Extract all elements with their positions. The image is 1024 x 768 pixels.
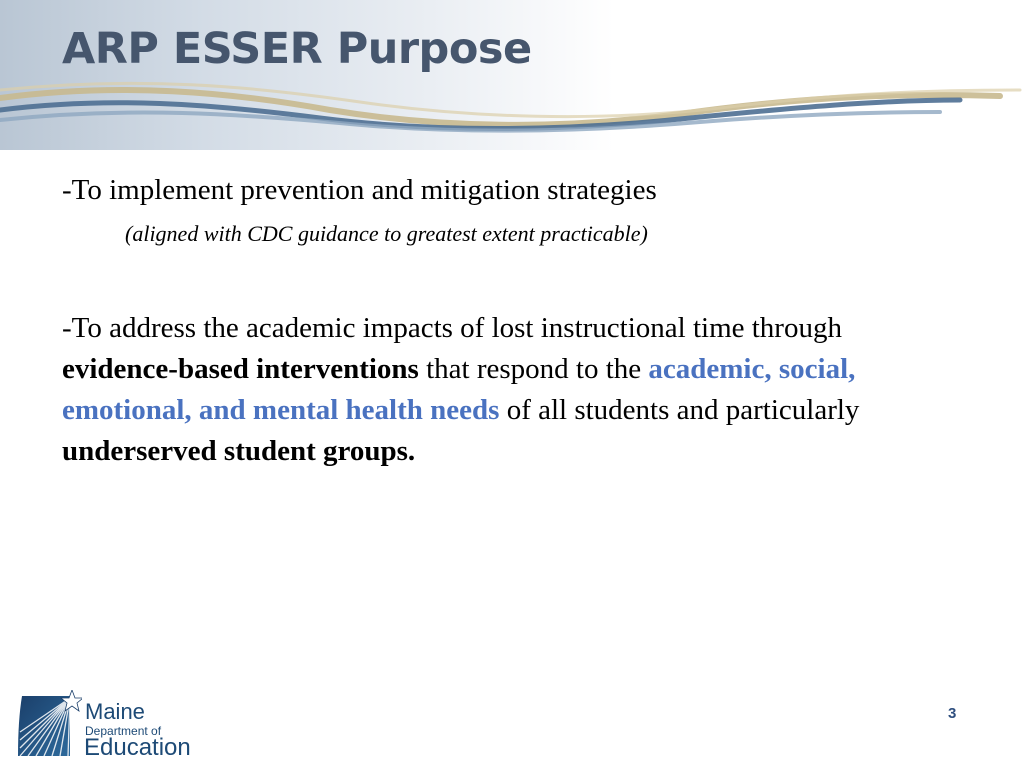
bullet2-bold-interventions: evidence-based interventions xyxy=(62,353,419,385)
page-number: 3 xyxy=(948,705,957,722)
logo-text-education: Education xyxy=(84,734,191,761)
bullet-academic-impacts xyxy=(62,308,962,472)
bullet2-text-1: -To address the academic impacts of lost instructional time through xyxy=(62,312,842,344)
logo-star-icon xyxy=(14,690,82,762)
header-wave-decoration xyxy=(0,70,1024,150)
bullet-prevention: -To implement prevention and mitigation strategies xyxy=(62,174,657,206)
logo-text-maine: Maine xyxy=(85,699,145,724)
logo-text-department: Department of xyxy=(85,724,162,738)
bullet2-accent-needs: academic, social, emotional, and mental health needs xyxy=(62,353,856,426)
bullet2-text-3: of all students and particularly xyxy=(499,394,860,426)
maine-doe-logo xyxy=(14,690,214,762)
bullet-prevention-note: (aligned with CDC guidance to greatest extent practicable) xyxy=(125,221,648,246)
slide-title: ARP ESSER Purpose xyxy=(62,24,532,74)
bullet2-text-2: that respond to the xyxy=(418,353,649,385)
bullet2-bold-groups: underserved student groups. xyxy=(62,435,416,467)
